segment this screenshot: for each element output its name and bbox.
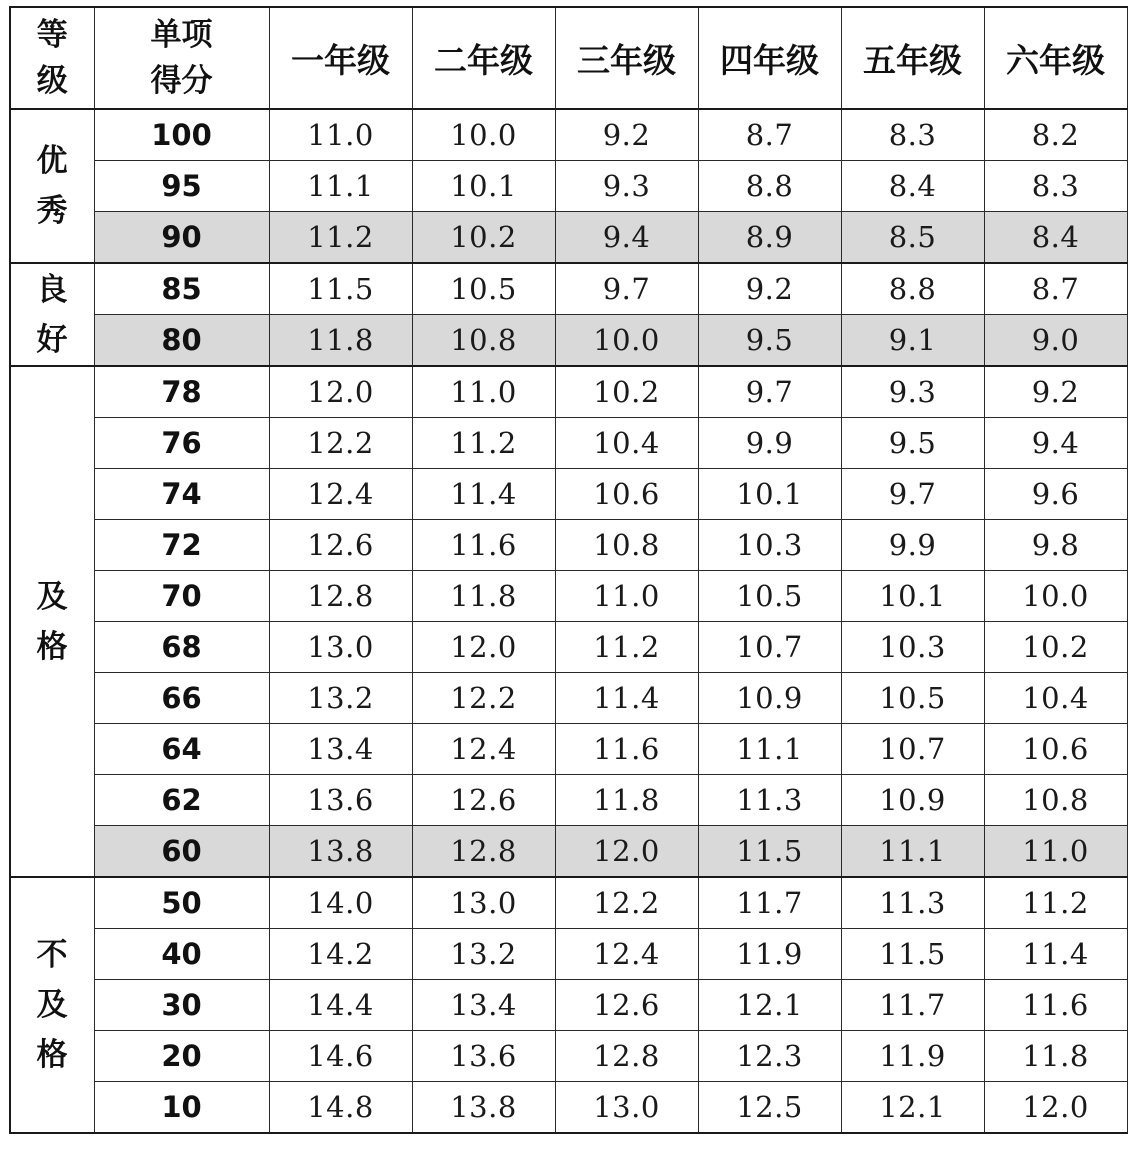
time-value-cell: 8.8 <box>841 263 984 315</box>
time-value-cell: 8.7 <box>698 109 841 161</box>
time-value-cell: 10.7 <box>841 724 984 775</box>
time-value-cell: 8.3 <box>984 161 1127 212</box>
time-value-cell: 12.5 <box>698 1082 841 1134</box>
score-cell: 60 <box>94 826 269 878</box>
time-value-cell: 12.0 <box>555 826 698 878</box>
time-value-cell: 10.6 <box>984 724 1127 775</box>
time-value-cell: 11.0 <box>984 826 1127 878</box>
table-body <box>10 109 1127 1133</box>
score-cell: 78 <box>94 366 269 418</box>
time-value-cell: 12.3 <box>698 1031 841 1082</box>
time-value-cell: 13.4 <box>269 724 412 775</box>
table-row <box>10 673 1127 724</box>
time-value-cell: 10.9 <box>841 775 984 826</box>
grade-label <box>10 877 94 1133</box>
time-value-cell: 12.6 <box>269 520 412 571</box>
grade-label-char: 格 <box>36 628 68 665</box>
time-value-cell: 10.2 <box>555 366 698 418</box>
table-row <box>10 1031 1127 1082</box>
time-value-cell: 9.1 <box>841 315 984 367</box>
time-value-cell: 13.6 <box>269 775 412 826</box>
time-value-cell: 11.1 <box>698 724 841 775</box>
time-value-cell: 11.5 <box>698 826 841 878</box>
time-value-cell: 10.8 <box>412 315 555 367</box>
table-row <box>10 877 1127 929</box>
time-value-cell: 8.8 <box>698 161 841 212</box>
time-value-cell: 10.5 <box>698 571 841 622</box>
time-value-cell: 11.5 <box>841 929 984 980</box>
table-row <box>10 418 1127 469</box>
score-cell: 66 <box>94 673 269 724</box>
time-value-cell: 9.2 <box>698 263 841 315</box>
time-value-cell: 9.0 <box>984 315 1127 367</box>
grade-label-char: 格 <box>36 1037 68 1073</box>
time-value-cell: 11.1 <box>841 826 984 878</box>
time-value-cell: 8.5 <box>841 212 984 264</box>
time-value-cell: 8.2 <box>984 109 1127 161</box>
grade-label <box>10 366 94 877</box>
time-value-cell: 11.0 <box>555 571 698 622</box>
score-cell: 10 <box>94 1082 269 1134</box>
time-value-cell: 11.8 <box>269 315 412 367</box>
time-value-cell: 10.1 <box>412 161 555 212</box>
time-value-cell: 10.5 <box>412 263 555 315</box>
header-grade-line: 级 <box>36 63 68 99</box>
score-cell: 90 <box>94 212 269 264</box>
grade-label <box>10 263 94 366</box>
time-value-cell: 12.1 <box>841 1082 984 1134</box>
time-value-cell: 9.2 <box>555 109 698 161</box>
header-year-6: 六年级 <box>984 7 1127 109</box>
table-row <box>10 212 1127 264</box>
time-value-cell: 10.3 <box>841 622 984 673</box>
grade-label-char: 及 <box>36 578 68 615</box>
time-value-cell: 10.7 <box>698 622 841 673</box>
score-standard-table <box>9 6 1128 1134</box>
time-value-cell: 14.4 <box>269 980 412 1031</box>
time-value-cell: 10.9 <box>698 673 841 724</box>
score-cell: 68 <box>94 622 269 673</box>
time-value-cell: 10.6 <box>555 469 698 520</box>
time-value-cell: 10.5 <box>841 673 984 724</box>
grade-label-char: 好 <box>36 321 68 358</box>
time-value-cell: 9.7 <box>841 469 984 520</box>
table-row <box>10 315 1127 367</box>
time-value-cell: 11.6 <box>984 980 1127 1031</box>
time-value-cell: 12.2 <box>555 877 698 929</box>
time-value-cell: 9.6 <box>984 469 1127 520</box>
grade-label-char: 秀 <box>36 193 68 229</box>
time-value-cell: 14.6 <box>269 1031 412 1082</box>
time-value-cell: 11.3 <box>841 877 984 929</box>
table-row <box>10 622 1127 673</box>
time-value-cell: 9.9 <box>698 418 841 469</box>
header-year-1: 一年级 <box>269 7 412 109</box>
time-value-cell: 10.0 <box>984 571 1127 622</box>
time-value-cell: 9.9 <box>841 520 984 571</box>
time-value-cell: 11.0 <box>412 366 555 418</box>
time-value-cell: 14.0 <box>269 877 412 929</box>
score-cell: 95 <box>94 161 269 212</box>
time-value-cell: 12.6 <box>412 775 555 826</box>
header-score-line: 单项 <box>150 17 213 53</box>
time-value-cell: 11.3 <box>698 775 841 826</box>
time-value-cell: 12.2 <box>412 673 555 724</box>
time-value-cell: 13.6 <box>412 1031 555 1082</box>
time-value-cell: 12.4 <box>269 469 412 520</box>
score-cell: 50 <box>94 877 269 929</box>
header-year-2: 二年级 <box>412 7 555 109</box>
time-value-cell: 11.7 <box>698 877 841 929</box>
header-score <box>94 7 269 109</box>
table-row <box>10 161 1127 212</box>
time-value-cell: 12.1 <box>698 980 841 1031</box>
header-year-5: 五年级 <box>841 7 984 109</box>
time-value-cell: 13.8 <box>269 826 412 878</box>
score-cell: 20 <box>94 1031 269 1082</box>
time-value-cell: 11.6 <box>555 724 698 775</box>
time-value-cell: 11.6 <box>412 520 555 571</box>
time-value-cell: 10.2 <box>412 212 555 264</box>
table-row <box>10 109 1127 161</box>
time-value-cell: 10.1 <box>841 571 984 622</box>
time-value-cell: 11.9 <box>841 1031 984 1082</box>
time-value-cell: 10.3 <box>698 520 841 571</box>
time-value-cell: 8.4 <box>841 161 984 212</box>
time-value-cell: 9.4 <box>984 418 1127 469</box>
time-value-cell: 9.7 <box>555 263 698 315</box>
time-value-cell: 12.8 <box>412 826 555 878</box>
time-value-cell: 10.8 <box>555 520 698 571</box>
time-value-cell: 14.8 <box>269 1082 412 1134</box>
time-value-cell: 9.8 <box>984 520 1127 571</box>
time-value-cell: 13.2 <box>269 673 412 724</box>
time-value-cell: 12.8 <box>269 571 412 622</box>
time-value-cell: 11.4 <box>555 673 698 724</box>
time-value-cell: 13.0 <box>555 1082 698 1134</box>
score-cell: 40 <box>94 929 269 980</box>
header-grade-line: 等 <box>36 17 68 53</box>
time-value-cell: 11.2 <box>555 622 698 673</box>
table-row <box>10 520 1127 571</box>
time-value-cell: 11.2 <box>412 418 555 469</box>
time-value-cell: 9.7 <box>698 366 841 418</box>
time-value-cell: 12.8 <box>555 1031 698 1082</box>
time-value-cell: 12.4 <box>412 724 555 775</box>
time-value-cell: 11.8 <box>412 571 555 622</box>
header-year-3: 三年级 <box>555 7 698 109</box>
time-value-cell: 13.0 <box>412 877 555 929</box>
score-cell: 74 <box>94 469 269 520</box>
time-value-cell: 10.4 <box>555 418 698 469</box>
score-cell: 72 <box>94 520 269 571</box>
score-cell: 76 <box>94 418 269 469</box>
time-value-cell: 11.2 <box>269 212 412 264</box>
time-value-cell: 11.1 <box>269 161 412 212</box>
time-value-cell: 10.0 <box>412 109 555 161</box>
time-value-cell: 12.0 <box>269 366 412 418</box>
grade-label-char: 良 <box>36 271 68 308</box>
time-value-cell: 12.4 <box>555 929 698 980</box>
time-value-cell: 11.0 <box>269 109 412 161</box>
time-value-cell: 8.7 <box>984 263 1127 315</box>
table-row <box>10 1082 1127 1134</box>
header-grade <box>10 7 94 109</box>
time-value-cell: 11.4 <box>984 929 1127 980</box>
table-row <box>10 263 1127 315</box>
table-row <box>10 775 1127 826</box>
header-score-line: 得分 <box>150 63 213 99</box>
grade-label-char: 优 <box>36 143 68 179</box>
header-year-4: 四年级 <box>698 7 841 109</box>
table-row <box>10 929 1127 980</box>
grade-label <box>10 109 94 263</box>
time-value-cell: 9.5 <box>698 315 841 367</box>
time-value-cell: 9.2 <box>984 366 1127 418</box>
score-cell: 30 <box>94 980 269 1031</box>
time-value-cell: 11.7 <box>841 980 984 1031</box>
score-cell: 100 <box>94 109 269 161</box>
score-cell: 70 <box>94 571 269 622</box>
time-value-cell: 13.8 <box>412 1082 555 1134</box>
header-row <box>10 7 1127 109</box>
time-value-cell: 13.0 <box>269 622 412 673</box>
time-value-cell: 12.6 <box>555 980 698 1031</box>
score-cell: 85 <box>94 263 269 315</box>
table-row <box>10 571 1127 622</box>
score-cell: 80 <box>94 315 269 367</box>
time-value-cell: 9.4 <box>555 212 698 264</box>
time-value-cell: 12.0 <box>984 1082 1127 1134</box>
time-value-cell: 11.2 <box>984 877 1127 929</box>
score-cell: 64 <box>94 724 269 775</box>
time-value-cell: 11.8 <box>984 1031 1127 1082</box>
time-value-cell: 9.3 <box>841 366 984 418</box>
time-value-cell: 10.0 <box>555 315 698 367</box>
table-row <box>10 366 1127 418</box>
time-value-cell: 11.5 <box>269 263 412 315</box>
time-value-cell: 10.1 <box>698 469 841 520</box>
table-row <box>10 980 1127 1031</box>
grade-label-char: 不 <box>36 937 68 973</box>
time-value-cell: 12.2 <box>269 418 412 469</box>
score-cell: 62 <box>94 775 269 826</box>
time-value-cell: 11.9 <box>698 929 841 980</box>
grade-label-char: 及 <box>36 987 68 1023</box>
time-value-cell: 8.9 <box>698 212 841 264</box>
time-value-cell: 11.8 <box>555 775 698 826</box>
table-row <box>10 469 1127 520</box>
table-row <box>10 724 1127 775</box>
time-value-cell: 13.4 <box>412 980 555 1031</box>
time-value-cell: 12.0 <box>412 622 555 673</box>
table-row <box>10 826 1127 878</box>
time-value-cell: 14.2 <box>269 929 412 980</box>
time-value-cell: 13.2 <box>412 929 555 980</box>
time-value-cell: 11.4 <box>412 469 555 520</box>
time-value-cell: 9.5 <box>841 418 984 469</box>
time-value-cell: 10.2 <box>984 622 1127 673</box>
time-value-cell: 8.3 <box>841 109 984 161</box>
time-value-cell: 10.4 <box>984 673 1127 724</box>
time-value-cell: 8.4 <box>984 212 1127 264</box>
time-value-cell: 10.8 <box>984 775 1127 826</box>
time-value-cell: 9.3 <box>555 161 698 212</box>
